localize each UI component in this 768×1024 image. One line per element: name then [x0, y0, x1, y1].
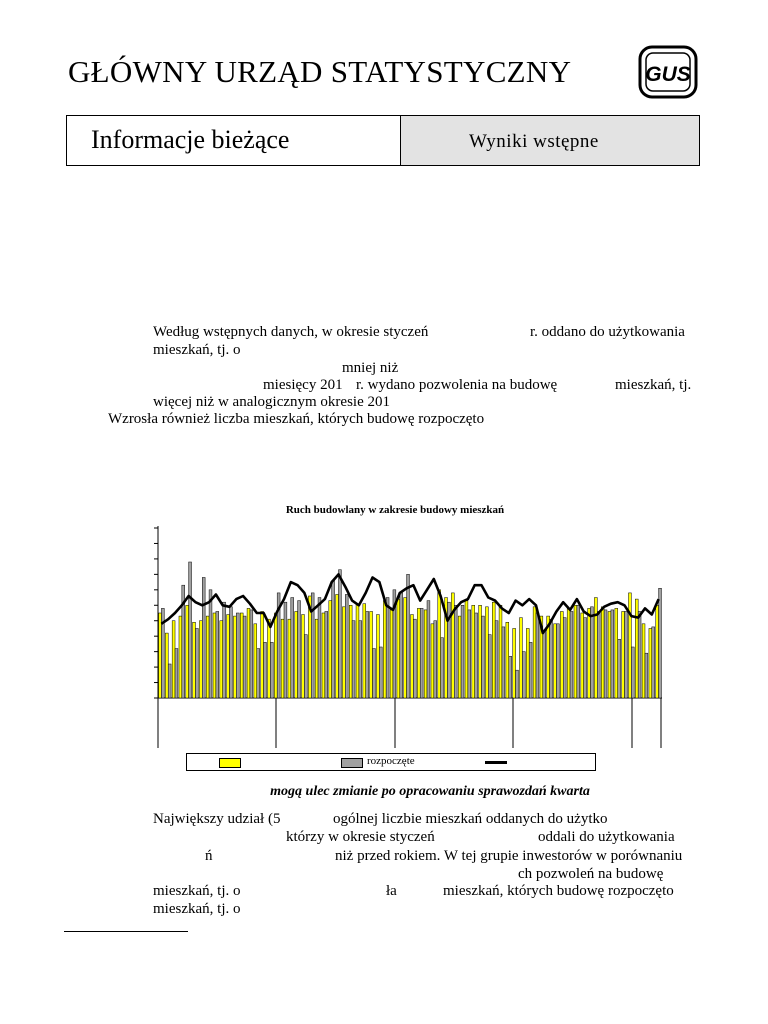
bar-rozpoczete: [659, 588, 662, 698]
bar-series1: [315, 619, 318, 698]
bar-series1: [261, 611, 264, 698]
bar-rozpoczete: [243, 616, 246, 698]
bar-series1: [397, 599, 400, 698]
p1-line5: więcej niż w analogicznym okresie 201: [153, 394, 390, 410]
bar-rozpoczete: [325, 611, 328, 698]
bar-rozpoczete: [475, 613, 478, 698]
bar-rozpoczete: [441, 638, 444, 698]
bar-rozpoczete: [645, 653, 648, 698]
bar-series1: [329, 601, 332, 698]
construction-chart: [150, 522, 670, 754]
bar-series1: [438, 590, 441, 698]
bar-series1: [240, 613, 243, 698]
bar-rozpoczete: [590, 607, 593, 698]
bar-rozpoczete: [522, 652, 525, 698]
bar-series1: [431, 624, 434, 698]
bar-series1: [159, 613, 162, 698]
bar-series1: [254, 624, 257, 698]
bar-series1: [574, 605, 577, 698]
bar-rozpoczete: [454, 605, 457, 698]
bar-rozpoczete: [338, 570, 341, 698]
org-title: GŁÓWNY URZĄD STATYSTYCZNY: [68, 54, 572, 89]
data-note: mogą ulec zmianie po opracowaniu sprawozdań kwarta: [270, 784, 590, 799]
bar-series1: [567, 608, 570, 698]
bar-rozpoczete: [529, 642, 532, 698]
bar-series1: [479, 605, 482, 698]
bar-rozpoczete: [264, 642, 267, 698]
logo-text: GUS: [645, 63, 691, 86]
bar-rozpoczete: [175, 649, 178, 698]
bar-series1: [533, 607, 536, 698]
p1-line6: Wzrosła również liczba mieszkań, których budowę rozpoczęto: [108, 411, 485, 427]
bar-series1: [206, 616, 209, 698]
bar-series1: [588, 608, 591, 698]
p2-line2a: którzy w okresie styczeń: [286, 829, 435, 845]
bar-series1: [383, 601, 386, 698]
bar-series1: [472, 605, 475, 698]
p2-line3a: ń: [205, 848, 213, 864]
bar-rozpoczete: [250, 610, 253, 698]
bar-series1: [656, 605, 659, 698]
bar-rozpoczete: [584, 618, 587, 698]
bar-series1: [649, 628, 652, 698]
header-right-cell: [401, 116, 699, 165]
p2-line1b: ogólnej liczbie mieszkań oddanych do użytko: [333, 811, 608, 827]
bar-rozpoczete: [543, 632, 546, 698]
bar-series1: [302, 615, 305, 698]
bar-rozpoczete: [413, 619, 416, 698]
legend-line-series3: [485, 761, 507, 764]
bar-rozpoczete: [611, 610, 614, 698]
bar-series1: [220, 621, 223, 698]
p1-line3: mniej niż: [342, 360, 399, 376]
bar-rozpoczete: [236, 613, 239, 698]
header-left-label: Informacje bieżące: [91, 125, 290, 154]
bar-series1: [506, 622, 509, 698]
bar-rozpoczete: [618, 639, 621, 698]
chart-title: Ruch budowlany w zakresie budowy mieszkań: [285, 504, 505, 516]
bar-rozpoczete: [570, 611, 573, 698]
bar-series1: [295, 611, 298, 698]
bar-rozpoczete: [550, 619, 553, 698]
bar-rozpoczete: [407, 574, 410, 698]
bar-rozpoczete: [577, 605, 580, 698]
p2-line5a: mieszkań, tj. o: [153, 883, 241, 899]
bar-rozpoczete: [509, 656, 512, 698]
bar-series1: [390, 610, 393, 698]
bar-series1: [247, 608, 250, 698]
bar-rozpoczete: [284, 602, 287, 698]
bar-series1: [322, 613, 325, 698]
bar-series1: [560, 611, 563, 698]
bar-rozpoczete: [482, 616, 485, 698]
bar-rozpoczete: [298, 601, 301, 698]
bar-rozpoczete: [625, 611, 628, 698]
bar-series1: [363, 604, 366, 698]
bar-series1: [186, 605, 189, 698]
bar-rozpoczete: [304, 635, 307, 698]
bar-rozpoczete: [652, 627, 655, 698]
bar-rozpoczete: [291, 598, 294, 698]
p2-line6: mieszkań, tj. o: [153, 901, 241, 917]
bar-rozpoczete: [502, 627, 505, 698]
bar-rozpoczete: [495, 621, 498, 698]
p2-line2b: oddali do użytkowania: [538, 829, 675, 845]
bar-series1: [179, 616, 182, 698]
bar-series1: [499, 605, 502, 698]
p2-line3b: niż przed rokiem. W tej grupie inwestorów w porównaniu: [335, 848, 683, 864]
bar-rozpoczete: [270, 642, 273, 698]
bar-rozpoczete: [345, 594, 348, 698]
gus-logo: [636, 44, 700, 100]
bar-series1: [492, 602, 495, 698]
p1-line4a: miesięcy 201: [263, 377, 343, 393]
header-box: [66, 115, 700, 166]
header-left-cell: [67, 116, 401, 165]
chart-legend: [186, 753, 596, 771]
bar-rozpoczete: [400, 593, 403, 698]
bar-rozpoczete: [379, 647, 382, 698]
bar-rozpoczete: [373, 649, 376, 698]
bar-rozpoczete: [468, 610, 471, 698]
bar-series1: [281, 619, 284, 698]
bar-series1: [520, 618, 523, 698]
bar-series1: [608, 611, 611, 698]
bar-series1: [233, 616, 236, 698]
bar-series1: [526, 628, 529, 698]
bar-rozpoczete: [216, 611, 219, 698]
p2-line5c: mieszkań, których budowę rozpoczęto: [443, 883, 674, 899]
legend-swatch-series1: [219, 758, 241, 768]
bar-rozpoczete: [434, 621, 437, 698]
bar-rozpoczete: [386, 598, 389, 698]
footnote-rule: [64, 931, 188, 932]
bar-series1: [336, 594, 339, 698]
bar-rozpoczete: [631, 647, 634, 698]
legend-swatch-rozpoczete: [341, 758, 363, 768]
bar-rozpoczete: [209, 590, 212, 698]
bar-series1: [458, 616, 461, 698]
bar-series1: [193, 622, 196, 698]
bar-rozpoczete: [536, 613, 539, 698]
bar-series1: [199, 621, 202, 698]
bar-series1: [554, 624, 557, 698]
bar-series1: [288, 619, 291, 698]
bar-series1: [424, 610, 427, 698]
header-right-label: Wyniki wstępne: [469, 131, 599, 152]
bar-series1: [227, 615, 230, 698]
p2-line1a: Największy udział (5: [153, 811, 281, 827]
bar-series1: [356, 604, 359, 698]
p1-line1b: r. oddano do użytkowania: [530, 324, 685, 340]
bar-rozpoczete: [516, 670, 519, 698]
bar-rozpoczete: [556, 624, 559, 698]
bar-rozpoczete: [563, 618, 566, 698]
bar-series1: [411, 615, 414, 698]
bar-series1: [417, 608, 420, 698]
bar-rozpoczete: [352, 621, 355, 698]
bar-rozpoczete: [597, 611, 600, 698]
bar-series1: [635, 599, 638, 698]
bar-series1: [513, 628, 516, 698]
bar-rozpoczete: [189, 562, 192, 698]
p2-line5b: ła: [386, 883, 397, 899]
bar-series1: [485, 607, 488, 698]
bar-series1: [268, 619, 271, 698]
bar-rozpoczete: [257, 649, 260, 698]
bar-rozpoczete: [223, 602, 226, 698]
bar-series1: [172, 621, 175, 698]
bar-rozpoczete: [604, 610, 607, 698]
bar-rozpoczete: [359, 621, 362, 698]
bar-rozpoczete: [230, 607, 233, 698]
bar-series1: [628, 593, 631, 698]
bar-series1: [594, 598, 597, 698]
p1-line1a: Według wstępnych danych, w okresie styczeń: [153, 324, 429, 340]
bar-series1: [213, 613, 216, 698]
bar-rozpoczete: [168, 664, 171, 698]
p2-line4: ch pozwoleń na budowę: [518, 866, 664, 882]
bar-series1: [581, 613, 584, 698]
bar-series1: [165, 633, 168, 698]
bar-series1: [349, 605, 352, 698]
bar-series1: [465, 601, 468, 698]
p1-line4c: mieszkań, tj.: [615, 377, 692, 393]
p1-line2: mieszkań, tj. o: [153, 342, 241, 358]
bar-rozpoczete: [427, 601, 430, 698]
bar-series1: [622, 611, 625, 698]
bar-series1: [370, 611, 373, 698]
bar-rozpoczete: [488, 635, 491, 698]
bar-series1: [376, 615, 379, 698]
legend-label-rozpoczete: rozpoczęte: [367, 755, 415, 767]
bar-rozpoczete: [195, 628, 198, 698]
bar-rozpoczete: [202, 577, 205, 698]
bar-series1: [274, 613, 277, 698]
bar-rozpoczete: [461, 605, 464, 698]
bar-series1: [342, 607, 345, 698]
bar-rozpoczete: [332, 581, 335, 698]
bar-rozpoczete: [366, 611, 369, 698]
bar-series1: [404, 598, 407, 698]
bar-rozpoczete: [638, 611, 641, 698]
bar-rozpoczete: [318, 598, 321, 698]
bar-series1: [642, 624, 645, 698]
p1-line4b: r. wydano pozwolenia na budowę: [356, 377, 558, 393]
bar-series1: [615, 608, 618, 698]
bar-series1: [601, 607, 604, 698]
bar-rozpoczete: [420, 608, 423, 698]
